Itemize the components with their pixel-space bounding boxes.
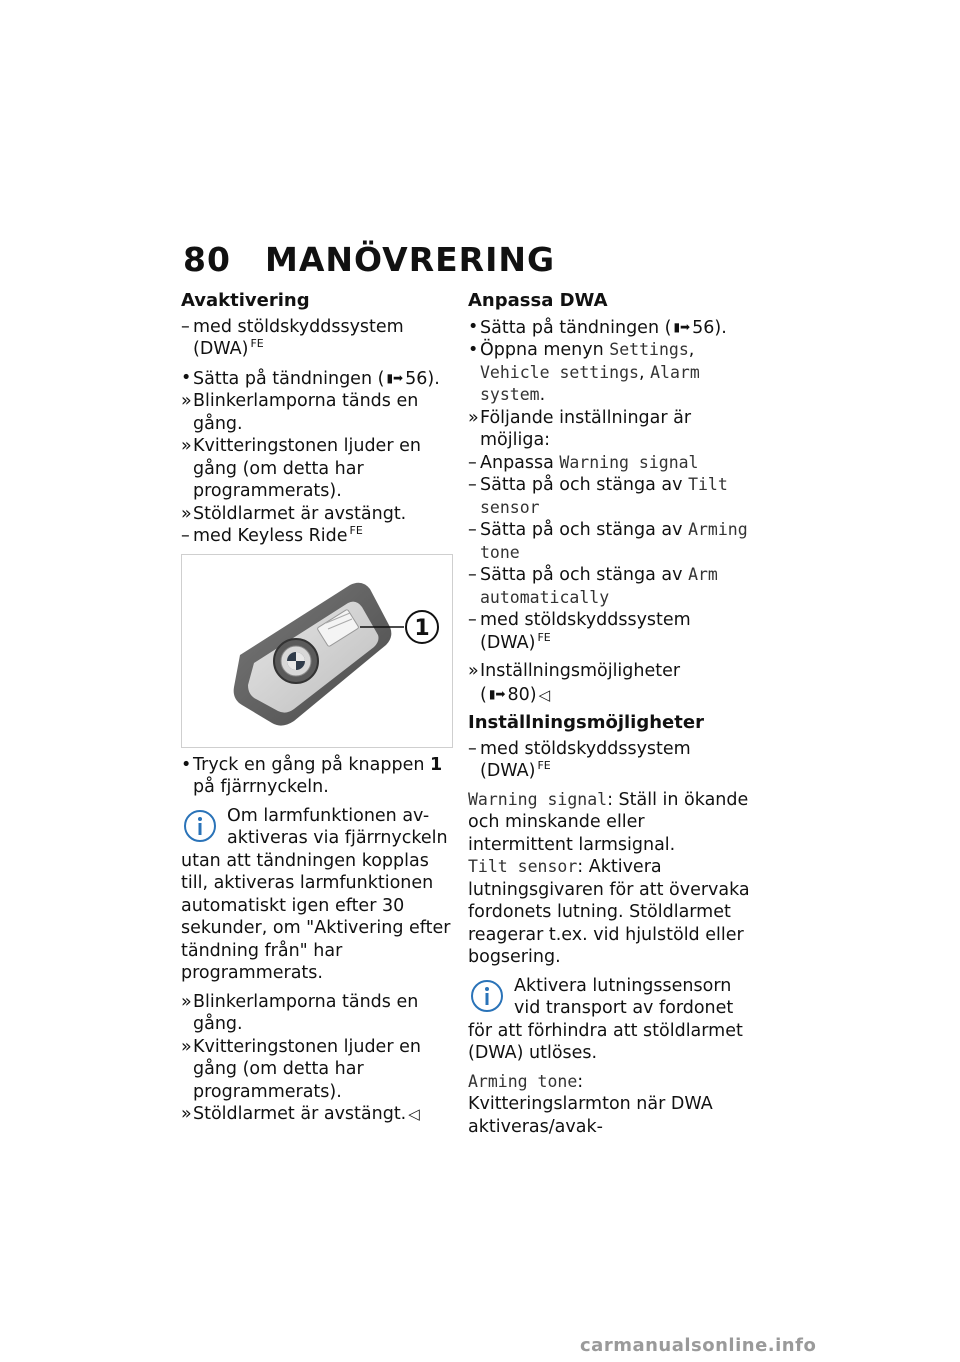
watermark: carmanualsonline.info [580, 1335, 817, 1356]
result-tone-2: » Kvitteringstonen ljuder en gång (om detta har programmerats). [181, 1036, 421, 1102]
step-press-button: • Tryck en gång på knappen 1 på fjärrnyckeln. [181, 754, 443, 797]
result-blinkers: » Blinkerlamporna tänds en gång. [181, 391, 419, 434]
step-open-menu: • Öppna menyn Settings, Vehicle settings, Alarm system. [468, 340, 700, 405]
desc-tilt-sensor: Tilt sensor: Aktivera lutningsgivaren för att övervaka fordonets lutning. Stöldlarmet reagerar t.ex. vid hjulstöld eller bogsering. [468, 857, 750, 967]
result-settings-ref: » Inställningsmöjligheter ( ▮➡ 80) ◁ [468, 661, 681, 705]
arrow-ref-icon: ▮➡ [488, 686, 506, 701]
desc-arming-tone: Arming tone: Kvitteringslarmton när DWA aktiveras/avak- [468, 1071, 713, 1137]
key-fob-figure [181, 554, 453, 748]
option-warning-signal: – Anpassa Warning signal [468, 452, 699, 473]
key-fob-illustration [182, 555, 452, 747]
arrow-ref-icon: ▮➡ [673, 319, 691, 334]
result-alarm-off-2: » Stöldlarmet är avstängt. ◁ [181, 1104, 420, 1124]
condition-keyless: – med Keyless Ride $^{FE}$ [181, 524, 363, 546]
page-number: 80 [183, 240, 231, 279]
result-blinkers-2: » Blinkerlamporna tänds en gång. [181, 991, 419, 1034]
result-tone: » Kvitteringstonen ljuder en gång (om detta har programmerats). [181, 436, 421, 501]
section-title: MANÖVRERING [265, 240, 556, 279]
heading-avaktivering: Avaktivering [181, 290, 310, 311]
condition-dwa: – med stöldskyddssystem (DWA) $^{FE}$ [181, 316, 404, 359]
result-alarm-off: » Stöldlarmet är avstängt. [181, 503, 407, 524]
end-mark-icon: ◁ [538, 685, 551, 704]
option-tilt-sensor: – Sätta på och stänga av Tilt sensor [468, 475, 728, 517]
right-column [468, 290, 750, 1138]
step-ignition-r: • Sätta på tändningen ( ▮➡ 56). [468, 316, 727, 338]
condition-dwa-r2: – med stöldskyddssystem (DWA) $^{FE}$ [468, 738, 691, 781]
result-settings-possible: » Följande inställningar är möjliga: [468, 407, 692, 450]
end-mark-icon: ◁ [408, 1105, 420, 1123]
info-icon [470, 979, 504, 1013]
desc-warning-signal: Warning signal: Ställ in ökande och minskande eller intermittent larmsignal. [468, 789, 749, 855]
condition-dwa-r: – med stöldskyddssystem (DWA) $^{FE}$ [468, 610, 691, 653]
left-column [181, 290, 453, 1126]
info-icon [183, 809, 217, 843]
note-tilt-transport: Aktivera lutningssensorn vid transport av fordonet för att förhindra att stöldlarmet (DWA) utlöses. [468, 975, 743, 1063]
heading-installningar: Inställningsmöjligheter [468, 712, 704, 733]
option-arm-automatically: – Sätta på och stänga av Arm automatically [468, 565, 718, 607]
heading-anpassa-dwa: Anpassa DWA [468, 290, 608, 311]
step-ignition: • Sätta på tändningen ( ▮➡ 56). [181, 367, 440, 389]
callout-number: 1 [414, 615, 430, 641]
note-remote-deactivation: Om larmfunktionen av- aktiveras via fjärrnyckeln utan att tändningen kopplas till, aktiveras larmfunktionen automatiskt igen efter 30 sekunder, om "Aktivering efter tändning från" har programmerats. [181, 805, 451, 983]
page-header [183, 240, 555, 279]
arrow-ref-icon: ▮➡ [386, 370, 404, 385]
option-arming-tone: – Sätta på och stänga av Arming tone [468, 520, 748, 562]
